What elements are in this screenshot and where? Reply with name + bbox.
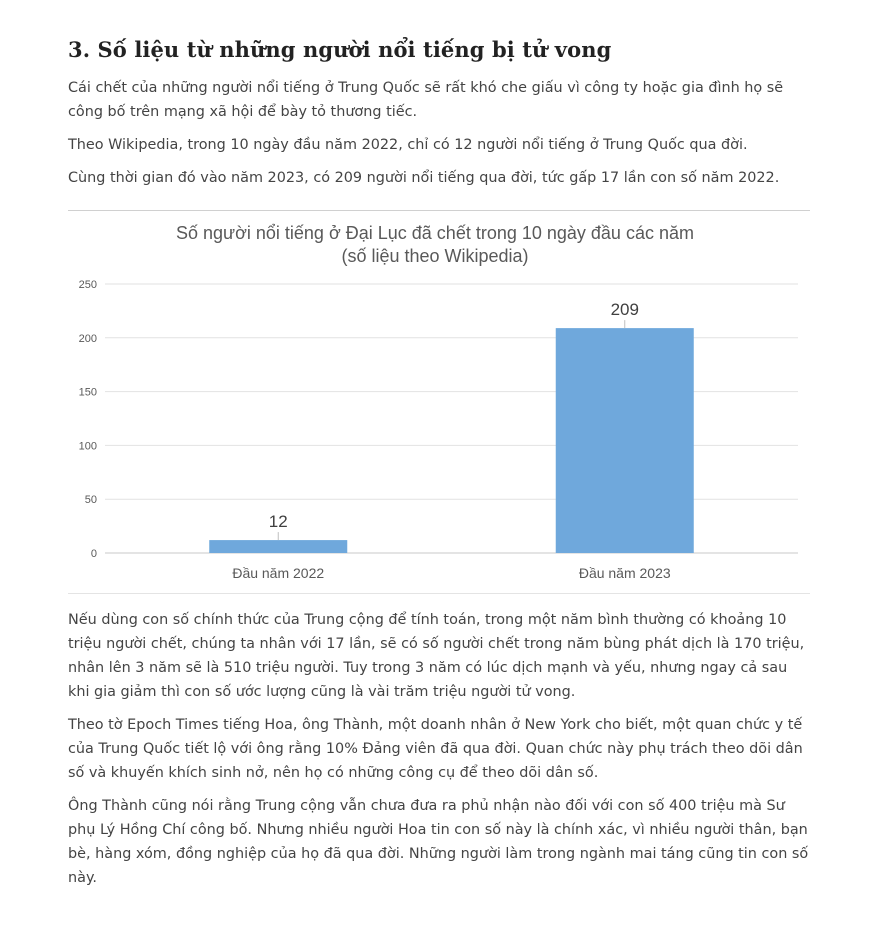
bar xyxy=(209,540,347,553)
paragraph: Nếu dùng con số chính thức của Trung cộng để tính toán, trong một năm bình thường có khoảng 10 triệu người chết, chúng ta nhân với 17 lần, sẽ có số người chết trong năm bùng phát dịch là 170 triệu, nhân lên 3 năm sẽ là 510 triệu người. Tuy trong 3 năm có lúc dịch mạnh và yếu, nhưng ngay cả sau khi gia giảm thì con số ước lượng cũng là vài trăm triệu người tử vong. xyxy=(68,612,805,700)
paragraph: Theo tờ Epoch Times tiếng Hoa, ông Thành, một doanh nhân ở New York cho biết, một quan chức y tế của Trung Quốc tiết lộ với ông rằng 10% Đảng viên đã qua đời. Quan chức này phụ trách theo dõi dân số và khuyến khích sinh nở, nên họ có những công cụ để theo dõi dân số. xyxy=(68,717,803,781)
bar-chart xyxy=(68,210,810,594)
y-tick-label: 100 xyxy=(78,440,97,453)
data-label: 209 xyxy=(610,300,639,320)
chart-title: Số người nổi tiếng ở Đại Lục đã chết trong 10 ngày đầu các năm xyxy=(176,223,694,243)
y-axis-ticks xyxy=(79,279,97,560)
y-tick-label: 50 xyxy=(84,494,97,507)
paragraph: Theo Wikipedia, trong 10 ngày đầu năm 2022, chỉ có 12 người nổi tiếng ở Trung Quốc qua đời. xyxy=(68,137,748,153)
y-tick-label: 200 xyxy=(78,332,97,345)
paragraph: Cái chết của những người nổi tiếng ở Trung Quốc sẽ rất khó che giấu vì công ty hoặc gia đình họ sẽ công bố trên mạng xã hội để bày tỏ thương tiếc. xyxy=(68,80,784,120)
paragraph: Ông Thành cũng nói rằng Trung cộng vẫn chưa đưa ra phủ nhận nào đối với con số 400 triệu mà Sư phụ Lý Hồng Chí công bố. Nhưng nhiều người Hoa tin con số này là chính xác, vì nhiều người thân, bạn bè, hàng xóm, đồng nghiệp của họ đã qua đời. Những người làm trong ngành mai táng cũng tin con số này. xyxy=(68,798,809,886)
data-label: 12 xyxy=(268,512,288,532)
y-tick-label: 250 xyxy=(78,279,97,291)
y-tick-label: 150 xyxy=(78,386,97,399)
bar xyxy=(556,328,694,553)
y-tick-label: 0 xyxy=(90,548,97,560)
article xyxy=(68,34,810,899)
x-category-label: Đầu năm 2022 xyxy=(232,565,325,581)
paragraph: Cùng thời gian đó vào năm 2023, có 209 người nổi tiếng qua đời, tức gấp 17 lần con số năm 2022. xyxy=(68,170,780,186)
bar-chart-svg xyxy=(68,211,810,593)
section-heading: 3. Số liệu từ những người nổi tiếng bị tử vong xyxy=(68,37,612,62)
chart-subtitle: (số liệu theo Wikipedia) xyxy=(341,246,529,266)
article-body xyxy=(68,608,810,890)
x-category-label: Đầu năm 2023 xyxy=(578,565,671,581)
gridlines xyxy=(105,284,798,553)
x-axis-categories xyxy=(232,565,671,581)
